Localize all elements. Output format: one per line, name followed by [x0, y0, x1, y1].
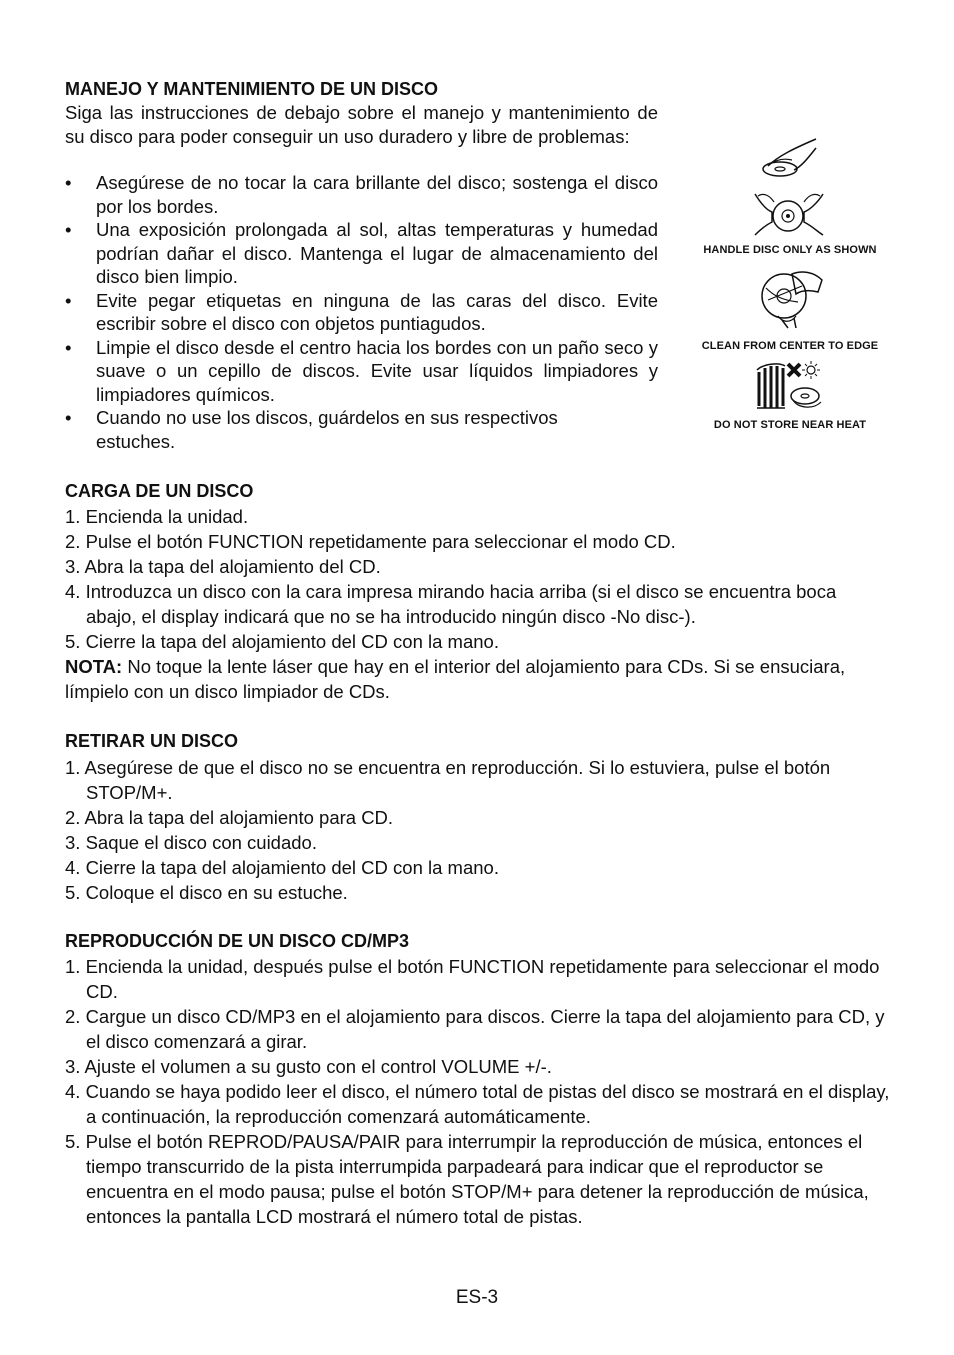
list-item: 2. Cargue un disco CD/MP3 en el alojamiento para discos. Cierre la tapa del alojamiento para CD, y el disco comenzará a girar.: [65, 1006, 885, 1052]
list-item: 3. Saque el disco con cuidado.: [65, 832, 317, 853]
list-item: 4. Cierre la tapa del alojamiento del CD con la mano.: [65, 857, 499, 878]
list-item: • Cuando no use los discos, guárdelos en sus respectivos estuches.: [65, 407, 558, 452]
list-item: 3. Abra la tapa del alojamiento del CD.: [65, 556, 381, 577]
playback-steps-list: [65, 954, 895, 1229]
list-item: 1. Encienda la unidad, después pulse el botón FUNCTION repetidamente para seleccionar el modo CD.: [65, 956, 880, 1002]
list-item: 5. Pulse el botón REPROD/PAUSA/PAIR para interrumpir la reproducción de música, entonces el tiempo transcurrido de la pista interrumpida parpadeará para indicar que el reproductor se encuentra en el modo pausa; pulse el botón STOP/M+ para detener la reproducción de música, entonces la pantalla LCD mostrará el número total de pistas.: [65, 1131, 869, 1227]
section-title-handling: MANEJO Y MANTENIMIENTO DE UN DISCO: [65, 79, 439, 99]
list-item: • Evite pegar etiquetas en ninguna de las caras del disco. Evite escribir sobre el disco con objetos puntiagudos.: [65, 289, 658, 334]
section-title-loading: CARGA DE UN DISCO: [65, 481, 254, 501]
figure-caption-handle: HANDLE DISC ONLY AS SHOWN: [703, 244, 877, 256]
list-item: 5. Cierre la tapa del alojamiento del CD con la mano.: [65, 631, 499, 652]
note-label: NOTA:: [65, 656, 123, 677]
handling-bullet-list: [65, 171, 658, 453]
list-item: • Limpie el disco desde el centro hacia los bordes con un paño seco y suave o un cepillo de discos. Evite usar líquidos limpiadores y limpiadores químicos.: [65, 336, 658, 405]
loading-steps-list: [65, 504, 885, 654]
handle-disc-illustration: [750, 136, 830, 236]
list-item: • Una exposición prolongada al sol, altas temperaturas y humedad podrían dañar el disco. Mantenga el lugar de almacenamiento del disco bien limpio.: [65, 219, 658, 287]
list-item: • Asegúrese de no tocar la cara brillante del disco; sostenga el disco por los bordes.: [65, 172, 658, 217]
figure-caption-clean: CLEAN FROM CENTER TO EDGE: [701, 340, 879, 352]
page-number: ES-3: [455, 1287, 499, 1308]
list-item: 3. Ajuste el volumen a su gusto con el control VOLUME +/-.: [65, 1056, 552, 1077]
list-item: 1. Encienda la unidad.: [65, 506, 249, 527]
note-text: No toque la lente láser que hay en el interior del alojamiento para CDs. Si se ensuciara, límpielo con un disco limpiador de CDs.: [65, 656, 846, 702]
list-item: 4. Cuando se haya podido leer el disco, el número total de pistas del disco se mostrará en el display, a continuación, la reproducción comenzará automáticamente.: [65, 1081, 890, 1127]
figure-caption-heat: DO NOT STORE NEAR HEAT: [713, 419, 867, 431]
no-heat-illustration: [755, 358, 825, 414]
intro-paragraph: Siga las instrucciones de debajo sobre el manejo y mantenimiento de su disco para poder conseguir un uso duradero y libre de problemas:: [65, 102, 658, 147]
section-title-playback: REPRODUCCIÓN DE UN DISCO CD/MP3: [65, 931, 410, 951]
section-title-removing: RETIRAR UN DISCO: [65, 731, 239, 751]
list-item: 4. Introduzca un disco con la cara impresa mirando hacia arriba (si el disco se encuentra boca abajo, el display indicará que no se ha introducido ningún disco -No disc-).: [65, 581, 837, 627]
clean-disc-illustration: [752, 266, 828, 330]
list-item: 5. Coloque el disco en su estuche.: [65, 882, 348, 903]
list-item: 1. Asegúrese de que el disco no se encuentra en reproducción. Si lo estuviera, pulse el botón STOP/M+.: [65, 757, 831, 803]
list-item: 2. Pulse el botón FUNCTION repetidamente para seleccionar el modo CD.: [65, 531, 676, 552]
list-item: 2. Abra la tapa del alojamiento para CD.: [65, 807, 394, 828]
note-paragraph: [65, 654, 855, 704]
removing-steps-list: [65, 755, 875, 905]
